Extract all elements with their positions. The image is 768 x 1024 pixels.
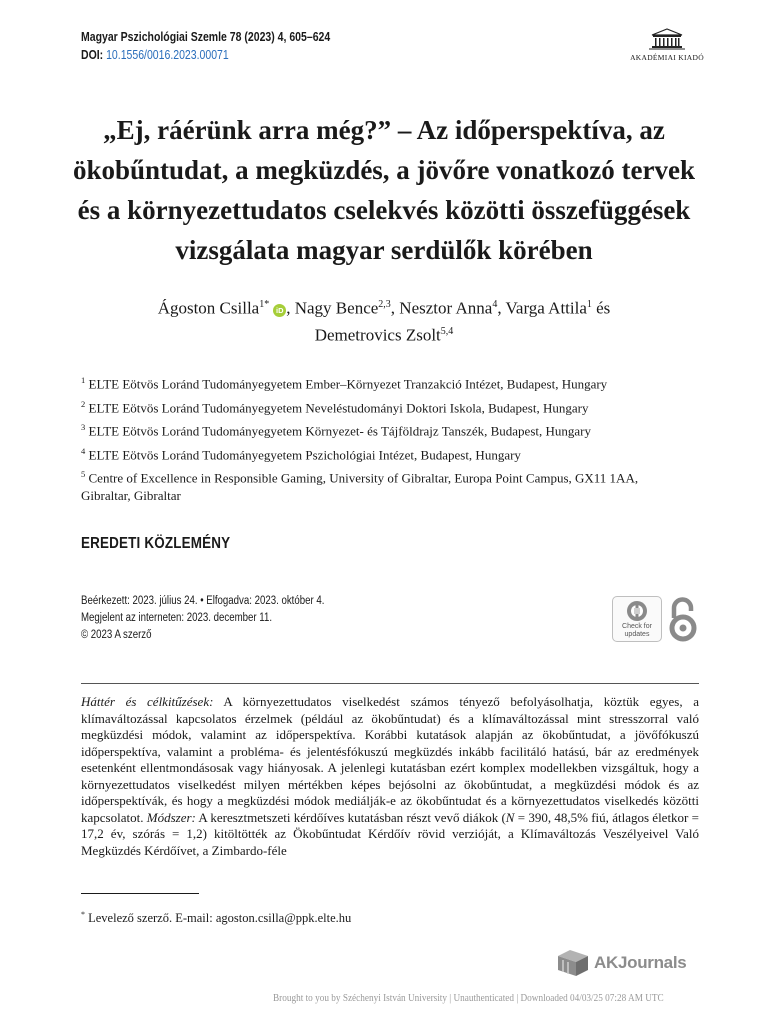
abstract: Háttér és célkitűzések: A környezettudatos viselkedést számos tényező befolyásolhatja, köztük egyes, a klímaváltozással kapcsolatos érzelmek (például az ökobűntudat) és a klímaváltozással mint stresszorral való megküzdési módok, valamint az időperspektíva. Korábbi kutatások alapján az ökobűntudat, a jövőfókuszú időperspektíva, valamint a probléma- és jelentésfókuszú megküzdés inkább facilitáló hatású, bár az eredmények esetenként ellentmondásosak vagy hiányosak. A jelenlegi kutatásban ezért komplex modellekben vizsgáltuk, hogy a környezettudatos viselkedést milyen mértékben képes bejósolni az ökobűntudat, a megküzdési módok és az időperspektívák, és hogy a megküzdési módok mediálják-e az ökobűntudat és a környezettudatos viselkedés közötti kapcsolatot. Módszer: A keresztmetszeti kérdőíves kutatásban részt vevő diákok (N = 390, 48,5% fiú, átlagos életkor = 17,2 év, szórás = 1,2) kitöltötték az Ökobűntudat Kérdőív rövid verzióját, a Klímaváltozás Veszélyeivel Való Megküzdés Kérdőívet, a Zimbardo-féle xyxy=(81,694,699,858)
akjournals-wordmark: AKJournals xyxy=(594,953,687,972)
author-separator: és xyxy=(591,298,611,318)
author-name: Demetrovics Zsolt xyxy=(314,325,441,345)
author-affiliation-marker: 4 xyxy=(492,299,498,310)
check-for-updates-badge[interactable] xyxy=(612,596,662,642)
akjournals-logo xyxy=(556,948,686,978)
journal-citation: Magyar Pszichológiai Szemle 78 (2023) 4, 605–624 xyxy=(81,30,331,44)
doi-link[interactable]: 10.1556/0016.2023.00071 xyxy=(106,48,229,62)
doi-label: DOI: xyxy=(81,48,104,62)
author-separator: , xyxy=(286,298,295,318)
corresponding-author-footnote: * Levelező szerző. E-mail: agoston.csilla@ppk.elte.hu xyxy=(81,910,352,926)
article-title: „Ej, ráérünk arra még?” – Az időperspektíva, az ökobűntudat, a megküzdés, a jövőre vonatkozó tervek és a környezettudatos cselekvés közötti összefüggések vizsgálata magyar serdülők körében xyxy=(72,115,695,265)
affiliation-3: $^3$ ELTE Eötvös Loránd Tudományegyetem Környezet- és Tájföldrajz Tanszék, Budapest, Hungary xyxy=(81,422,591,439)
author-affiliation-marker: 5,4 xyxy=(440,325,454,337)
author-separator: , xyxy=(390,298,400,318)
doi-line xyxy=(81,48,257,62)
copyright: © 2023 A szerző xyxy=(81,629,152,641)
author-affiliation-marker: 2,3 xyxy=(378,299,391,310)
author-name: Nesztor Anna xyxy=(399,298,493,318)
article-type: EREDETI KÖZLEMÉNY xyxy=(81,535,231,552)
publisher-name: AKADÉMIAI KIADÓ xyxy=(630,53,704,62)
crossmark-icon xyxy=(626,600,648,622)
publisher-logo xyxy=(625,28,709,62)
academy-building-icon xyxy=(649,28,685,50)
author-name: Ágoston Csilla xyxy=(157,298,260,318)
author-name: Nagy Bence xyxy=(294,298,379,318)
orcid-icon[interactable]: iD xyxy=(273,304,286,317)
abstract-divider xyxy=(81,683,699,684)
author-name: Varga Attila xyxy=(505,298,587,318)
author-affiliation-marker: 1* xyxy=(259,299,270,310)
dates-received-accepted: Beérkezett: 2023. július 24. • Elfogadva: 2023. október 4. xyxy=(81,595,325,607)
crossmark-label: Check for updates xyxy=(622,623,652,638)
affiliation-4: $^4$ ELTE Eötvös Loránd Tudományegyetem Pszichológiai Intézet, Budapest, Hungary xyxy=(81,446,521,463)
affiliation-2: $^2$ ELTE Eötvös Loránd Tudományegyetem Neveléstudományi Doktori Iskola, Budapest, Hungary xyxy=(81,399,589,416)
date-published: Megjelent az interneten: 2023. december 11. xyxy=(81,612,273,624)
author-list xyxy=(90,293,678,346)
open-access-icon xyxy=(665,596,701,647)
download-stamp: Brought to you by Széchenyi István University | Unauthenticated | Downloaded 04/03/25 07:28 AM UTC xyxy=(273,992,664,1004)
affiliation-1: $^1$ ELTE Eötvös Loránd Tudományegyetem Ember–Környezet Tranzakció Intézet, Budapest, Hungary xyxy=(81,375,608,392)
author-separator: , xyxy=(497,298,506,318)
affiliation-5: $^5$ Centre of Excellence in Responsible Gaming, University of Gibraltar, Europa Point Campus, GX11 1AA, Gibraltar, Gibraltar xyxy=(81,469,639,504)
stacked-books-icon xyxy=(556,948,590,978)
footnote-divider xyxy=(81,893,199,894)
author-affiliation-marker: 1 xyxy=(586,299,592,310)
